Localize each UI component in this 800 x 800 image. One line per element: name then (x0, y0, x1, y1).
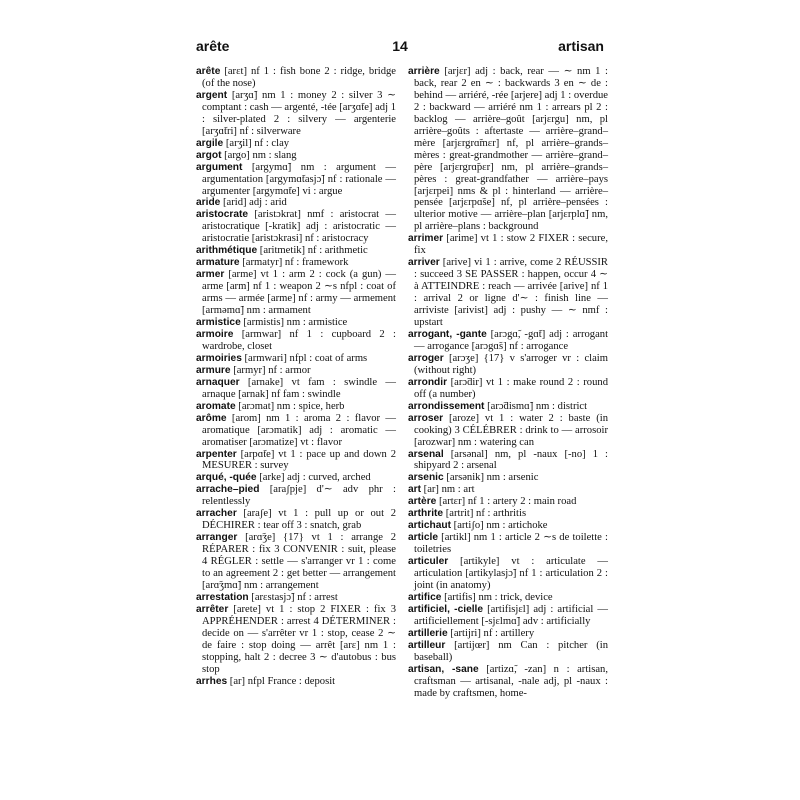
headword: artère (408, 496, 437, 508)
dictionary-entry (196, 676, 396, 688)
right-column (408, 66, 608, 700)
headword: arroger (408, 352, 444, 364)
entry-body: [artiʃo] nm : artichoke (451, 520, 548, 532)
headword: argent (196, 89, 228, 101)
entry-body: [artɛr] nf 1 : artery 2 : main road (436, 496, 577, 508)
entry-body: [ar] nm : art (421, 484, 475, 496)
headword: armer (196, 269, 225, 281)
dictionary-entry (196, 269, 396, 317)
headword: armature (196, 257, 240, 269)
dictionary-entry (408, 413, 608, 449)
headword: article (408, 532, 439, 544)
entry-body: [arɔʒe] {17} v s'arroger vr : claim (without right) (414, 352, 608, 376)
dictionary-entry (408, 592, 608, 604)
dictionary-entry (196, 532, 396, 592)
dictionary-entry (196, 197, 396, 209)
headword: argile (196, 137, 224, 149)
headword: armure (196, 364, 231, 376)
dictionary-entry (408, 233, 608, 257)
headword: arracher (196, 508, 237, 520)
entry-body: [arid] adj : arid (220, 197, 287, 209)
entry-columns (196, 66, 608, 796)
dictionary-entry (408, 401, 608, 413)
dictionary-entry (196, 245, 396, 257)
entry-body: [arme] vt 1 : arm 2 : cock (a gun) — arme [arm] nf 1 : weapon 2 ∼s nfpl : coat of arms — armée [arme] nf : army — armement [arməmɑ̃] nm : armament (202, 269, 396, 317)
entry-body: [arete] vt 1 : stop 2 FIXER : fix 3 APPRÉHENDER : arrest 4 DÉTERMINER : decide on — s'arrêter vr 1 : stop, cease 2 ∼ de faire : stop doing — arrêt [arɛ] nm 1 : stopping, halt 2 : decree 3 ∼ d'autobus : bus stop (202, 603, 396, 675)
entry-body: [arɛt] nf 1 : fish bone 2 : ridge, bridge (of the nose) (202, 66, 396, 89)
headword: arriver (408, 257, 440, 269)
entry-body: [arsənal] nm, pl -naux [-no] 1 : shipyard 2 : arsenal (414, 448, 608, 472)
headword: arrière (408, 66, 440, 77)
dictionary-entry (196, 317, 396, 329)
entry-body: [armwari] nfpl : coat of arms (241, 352, 368, 364)
entry-body: [araʃpje] d'∼ adv phr : relentlessly (202, 484, 396, 508)
entry-body: [argymɑ̃] nm : argument — argumentation [argymɑ̃tasjɔ̃] nf : rationale — argumenter [argymɑ̃te] vi : argue (202, 161, 396, 197)
headword: artichaut (408, 520, 452, 532)
dictionary-entry (408, 496, 608, 508)
headword: articuler (408, 556, 449, 568)
dictionary-entry (408, 377, 608, 401)
entry-body: [artikyle] vt : articulate — articulation [artikylasjɔ̃] nf 1 : articulation 2 : joint (in anatomy) (414, 556, 608, 591)
entry-body: [arive] vi 1 : arrive, come 2 RÉUSSIR : succeed 3 SE PASSER : happen, occur 4 ∼ à ATTEINDRE : reach — arrivée [arive] nf 1 : arrival 2 or ligne d'∼ : finish line — arriviste [arivist] adj : pushy — ∼ nmf : upstart (414, 257, 608, 329)
entry-body: [aroze] vt 1 : water 2 : baste (in cooking) 3 CÉLÉBRER : drink to — arrosoir [arozwar] nm : watering can (414, 412, 608, 448)
dictionary-entry (196, 209, 396, 245)
dictionary-entry (408, 556, 608, 592)
headword: arpenter (196, 448, 237, 460)
entry-body: [arpɑ̃te] vt 1 : pace up and down 2 MESURER : survey (202, 448, 396, 472)
entry-body: [arɔmat] nm : spice, herb (235, 400, 345, 412)
entry-body: [aristɔkrat] nmf : aristocrat — aristocratique [-kratik] adj : aristocratic — aristocratie [aristɔkrasi] nf : aristocracy (202, 209, 396, 245)
dictionary-entry (408, 664, 608, 700)
dictionary-entry (408, 484, 608, 496)
headword: art (408, 484, 422, 496)
entry-body: [arɛstasjɔ̃] nf : arrest (248, 591, 338, 603)
headword: artifice (408, 591, 442, 603)
entry-body: [artifisjɛl] adj : artificial — artificiellement [-sjɛlmɑ̃] adv : artificially (414, 603, 608, 627)
entry-body: [arɔgɑ̃, -gɑ̃t] adj : arrogant — arrogance [arɔgɑ̃s] nf : arrogance (414, 328, 609, 352)
dictionary-entry (196, 66, 396, 90)
dictionary-entry (196, 138, 396, 150)
headword: arrondir (408, 376, 448, 388)
headword: arroser (408, 412, 444, 424)
headword: aristocrate (196, 209, 249, 221)
headword: armoiries (196, 352, 242, 364)
dictionary-entry (196, 449, 396, 473)
dictionary-entry (408, 604, 608, 628)
dictionary-entry (196, 150, 396, 162)
entry-body: [artijœr] nm Can : pitcher (in baseball) (414, 639, 608, 663)
headword: arrestation (196, 591, 249, 603)
dictionary-entry (196, 162, 396, 198)
dictionary-entry (196, 365, 396, 377)
headword: arthrite (408, 508, 444, 520)
dictionary-entry (196, 90, 396, 138)
page-number: 14 (392, 38, 408, 54)
headword: arsenal (408, 448, 444, 460)
entry-body: [arɔ̃dir] vt 1 : make round 2 : round off (a number) (414, 376, 608, 400)
dictionary-entry (196, 413, 396, 449)
dictionary-entry (408, 472, 608, 484)
headword: aromate (196, 400, 236, 412)
dictionary-entry (408, 329, 608, 353)
dictionary-entry (196, 508, 396, 532)
headword: artisan, -sane (408, 663, 479, 675)
left-column (196, 66, 396, 688)
dictionary-entry (196, 329, 396, 353)
entry-body: [artijri] nf : artillery (447, 627, 535, 639)
headword: arrogant, -gante (408, 328, 487, 340)
entry-body: [armwar] nf 1 : cupboard 2 : wardrobe, closet (202, 328, 396, 352)
entry-body: [arɑ̃ʒe] {17} vt 1 : arrange 2 RÉPARER : fix 3 CONVENIR : suit, please 4 RÉGLER : settle — s'arranger vr 1 : come to an agreement 2 : get better — arrangement [arɑ̃ʒmɑ̃] nm : arrangement (202, 532, 396, 591)
entry-body: [aritmetik] nf : arithmetic (257, 245, 368, 257)
dictionary-entry (196, 604, 396, 676)
headword: arôme (196, 412, 227, 424)
entry-body: [arʒil] nf : clay (223, 137, 290, 149)
entry-body: [armatyr] nf : framework (239, 257, 349, 269)
headword: arrondissement (408, 400, 485, 412)
headword: arrhes (196, 675, 228, 687)
dictionary-entry (196, 377, 396, 401)
left-guide-word: arête (196, 38, 230, 54)
headword: arnaquer (196, 376, 240, 388)
headword: argot (196, 149, 222, 161)
entry-body: [arjɛr] adj : back, rear — ∼ nm 1 : back, rear 2 en ∼ : backwards 3 en ∼ de : behind — arriéré, -rée [arjere] adj 1 : overdue 2 : backward — arriéré nm 1 : arrears pl 2 : backlog — arrière–goût [arjɛrgu] nm, pl arrière–goûts : aftertaste — arrière–grand–mère [arjɛrgrɑ̃mɛr] nf, pl arrière–grands–mères : great-grandmother — arrière–grand–père [arjɛrgrɑ̃pɛr] nm, pl arrière–grands–pères : great-grandfather — arrière–pays [arjɛrpei] nms & pl : hinterland — arrière–pensée [arjɛrpɑ̃se] nf, pl arrière–pensées : ulterior motive — arrière–plan [arjɛrplɑ̃] nm, pl arrière–plans : background (414, 66, 608, 233)
headword: arsenic (408, 472, 444, 484)
dictionary-entry (408, 532, 608, 556)
headword: armoire (196, 328, 234, 340)
entry-body: [ar] nfpl France : deposit (227, 675, 336, 687)
running-head (196, 38, 604, 58)
dictionary-entry (196, 353, 396, 365)
headword: aride (196, 197, 221, 209)
headword: artificiel, -cielle (408, 603, 484, 615)
dictionary-entry (408, 353, 608, 377)
headword: armistice (196, 317, 241, 329)
entry-body: [artrit] nf : arthritis (443, 508, 527, 520)
entry-body: [artifis] nm : trick, device (441, 591, 553, 603)
entry-body: [armistis] nm : armistice (240, 317, 348, 329)
entry-body: [argo] nm : slang (221, 149, 297, 161)
dictionary-entry (408, 640, 608, 664)
entry-body: [artikl] nm 1 : article 2 ∼s de toilette : toiletries (414, 532, 608, 556)
dictionary-entry (408, 449, 608, 473)
headword: arrêter (196, 603, 229, 615)
entry-body: [armyr] nf : armor (230, 364, 311, 376)
entry-body: [arke] adj : curved, arched (256, 472, 371, 484)
headword: arranger (196, 532, 238, 544)
dictionary-entry (408, 520, 608, 532)
entry-body: [arime] vt 1 : stow 2 FIXER : secure, fix (414, 233, 608, 257)
dictionary-entry (196, 484, 396, 508)
entry-body: [araʃe] vt 1 : pull up or out 2 DÉCHIRER : tear off 3 : snatch, grab (202, 508, 396, 532)
dictionary-entry (196, 401, 396, 413)
entry-body: [arsənik] nm : arsenic (443, 472, 539, 484)
headword: arête (196, 66, 221, 77)
headword: artillerie (408, 627, 448, 639)
entry-body: [arɔ̃dismɑ̃] nm : district (484, 400, 588, 412)
dictionary-entry (196, 592, 396, 604)
right-guide-word: artisan (558, 38, 604, 54)
headword: arrimer (408, 233, 444, 245)
dictionary-entry (408, 66, 608, 233)
dictionary-entry (196, 257, 396, 269)
headword: artilleur (408, 639, 446, 651)
headword: arqué, -quée (196, 472, 257, 484)
dictionary-entry (408, 508, 608, 520)
entry-body: [arnake] vt fam : swindle — arnaque [arnak] nf fam : swindle (202, 376, 396, 400)
entry-body: [artizɑ̃, -zan] n : artisan, craftsman — artisanal, -nale adj, pl -naux : made by craftsmen, home- (414, 663, 608, 699)
headword: arrache–pied (196, 484, 260, 496)
dictionary-entry (196, 472, 396, 484)
headword: arithmétique (196, 245, 258, 257)
dictionary-entry (408, 257, 608, 329)
headword: argument (196, 161, 243, 173)
entry-body: [arom] nm 1 : aroma 2 : flavor — aromatique [arɔmatik] adj : aromatic — aromatiser [arɔmatize] vt : flavor (202, 412, 396, 448)
entry-body: [arʒɑ̃] nm 1 : money 2 : silver 3 ∼ comptant : cash — argenté, -tée [arʒɑ̃te] adj 1 : silver-plated 2 : silvery — argenterie [arʒɑ̃tri] nf : silverware (202, 89, 396, 137)
dictionary-entry (408, 628, 608, 640)
